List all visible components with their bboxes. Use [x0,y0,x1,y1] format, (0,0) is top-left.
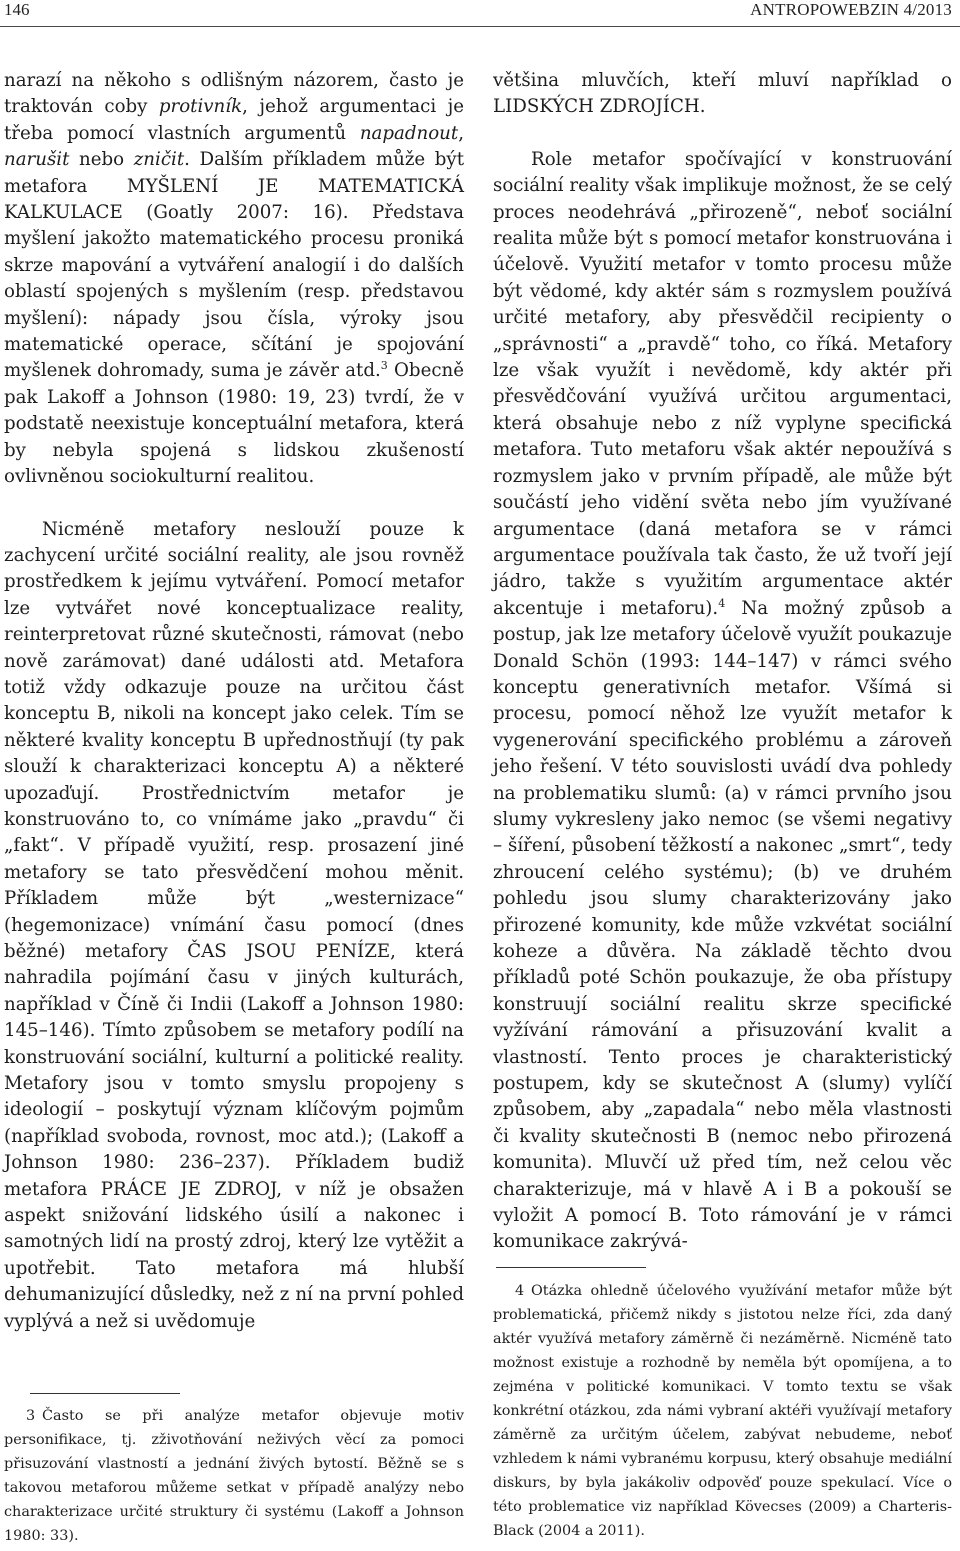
italic-term: protivník [158,96,243,118]
text-run: Nicméně metafory neslouží pouze k zachycení určité sociální reality, ale jsou rovněž prostředkem k jejímu vytváření. Pomocí metafor lze vytvářet nové konceptualizace reality, reinterpretovat různé skutečnosti, rámovat (nebo nově zarámovat) dané události atd. Metafora totiž vždy odkazuje pouze na určitou část konceptu B, nikoli na koncept jako celek. Tím se některé kvality konceptu B upřednostňují (ty pak slouží k charakterizaci konceptu A) a některé upozaďují. Prostřednictvím metafor je konstruováno to, co vnímáme jako „pravdu“ či „fakt“. V případě využití, resp. prosazení jiné metafory se tato přesvědčení mohou měnit. Příkladem může být „westernizace“ (hegemonizace) vnímání času pomocí (dnes běžné) metafory ČAS JSOU PENÍZE, která nahradila pojímání času v jiných kulturách, například v Číně či Indii (Lakoff a Johnson 1980: 145–146). Tímto způsobem se metafory podílí na konstruování sociální, kulturní a politické reality. Metafory jsou v tomto smyslu propojeny s ideologií – poskytují význam klíčovým pojmům (například svoboda, rovnost, moc atd.); (Lakoff a Johnson 1980: 236–237). Příkladem budiž metafora PRÁCE JE ZDROJ, v níž je obsažen aspekt snižování lidského úsilí a nakonec i samotných lidí na prostý zdroj, který lze vytěžit a upotřebit. Tato metafora má hlubší dehumanizující důsledky, než z ní na první pohled vyplývá a než si uvědomuje [4,518,464,1332]
text-run: , [458,122,464,144]
footnote-text: Často se při analýze metafor objevuje motiv personifikace, tj. zživotňování neživých věcí za pomoci přisuzování vlastností a jednání živých bytostí. Běžně se s takovou metaforou můžeme setkat v případě analýzy nebo charakterizace určité struktury či systému (Lakoff a Johnson 1980: 33). [4,1408,464,1544]
footnote-4 [493,1279,952,1543]
journal-title: ANTROPOWEBZIN 4/2013 [750,0,952,19]
text-run: Obecně pak Lakoff a Johnson (1980: 19, 23) tvrdí, že v podstatě neexistuje konceptuální metafora, která by nebyla spojená s lidskou zkušeností ovlivněnou sociokulturní realitou. [4,360,464,488]
italic-term: zničit [133,149,185,171]
footnote-number: 4 [515,1283,525,1299]
footnote-3 [4,1404,464,1548]
text-run: nebo [69,149,134,171]
footnote-separator [30,1393,180,1394]
footnote-text: Otázka ohledně účelového využívání metafor může být problematická, přičemž nikdy s jistotou nelze říci, zda daný aktér využívá metafory záměrně či nezáměrně. Nicméně tato možnost existuje a rozhodně by neměla být opomíjena, a to zejména v politické komunikaci. V tomto textu se však konkrétní otázkou, zda námi vybraní aktéři využívají metafory záměrně za určitým účelem, zabývat nebudeme, neboť vzhledem k námi vybranému korpusu, který obsahuje mediální diskurs, by byla jakákoliv odpověď pouze spekulací. Více o této problematice viz například Kövecses (2009) a Charteris-Black (2004 a 2011). [493,1283,952,1539]
text-run: Role metafor spočívající v konstruování sociální reality však implikuje možnost, že se celý proces neodehrává „přirozeně“, neboť sociální realita může být s pomocí metafor konstruována i účelově. Využití metafor v tomto procesu může být vědomé, kdy aktér sám s rozmyslem používá určité metafory, aby přesvědčil recipienty o „správnosti“ a „pravdě“ toho, co říká. Metafory lze však využít i nevědomě, kdy aktér při přesvědčování využívá určitou argumentaci, která obsahuje nebo z níž vyplyne specifická metafora. Tuto metaforu však aktér nepoužívá s rozmyslem jako v prvním případě, ale může být součástí jeho vidění světa nebo jím využívané argumentace (daná metafora se v rámci argumentace používala tak často, že už tvoří její jádro, takže s využitím argumentace aktér akcentuje i metaforu). [493,148,952,619]
paragraph [4,517,464,1336]
footnote-ref: 3 [380,359,388,373]
text-run: většina mluvčích, kteří mluví například o LIDSKÝCH ZDROJÍCH. [493,70,952,118]
page-header [0,0,960,32]
footnote-ref: 4 [718,596,726,610]
right-column [493,68,952,1256]
footnote-number: 3 [26,1408,36,1424]
header-rule [0,26,960,27]
left-column [4,68,464,1335]
italic-term: napadnout [359,122,459,144]
paragraph [493,147,952,1256]
text-run: Na možný způsob a postup, jak lze metafory účelově využít poukazuje Donald Schön (1993: 144–147) v rámci svého konceptu generativních metafor. Všímá si procesu, pomocí něhož lze využít metafor k vygenerování specifického problému a zároveň jeho řešení. V této souvislosti uvádí dva pohledy na problematiku slumů: (a) v rámci prvního jsou slumy vykresleny jako nemoc (se všemi negativy – šíření, působení těžkostí a nakonec „smrt“, tedy zhroucení celého systému); (b) ve druhém pohledu jsou slumy charakterizovány jako přirozené komunity, kde může vzkvétat sociální koheze a důvěra. Na základě těchto dvou příkladů poté Schön poukazuje, že oba přístupy konstruují sociální realitu skrze specifické vyžívání rámování a přisuzování kvalit a vlastností. Tento proces je charakteristický postupem, kdy se skutečnost A (slumy) vylíčí způsobem, aby „zapadala“ nebo měla vlastnosti či kvality skutečnosti B (nemoc nebo přirozená komunita). Mluvčí už před tím, než celou věc charakterizuje, má v hlavě A i B a pokouší se vyložit A pomocí B. Toto rámování je v rámci komunikace zakrývá- [493,597,952,1253]
italic-term: narušit [4,149,70,171]
paragraph [4,68,464,491]
footnote-separator [496,1267,646,1268]
text-run: . Dalším příkladem může být metafora MYŠLENÍ JE MATEMATICKÁ KALKULACE (Goatly 2007: 16). Představa myšlení jakožto matematického procesu proniká skrze mapování a vytváření analogií i do dalších oblastí spojených s myšlením (resp. představou myšlení): nápady jsou čísla, výroky jsou matematické operace, sčítání je spojování myšlenek dohromady, suma je závěr atd. [4,149,464,382]
text-run: narazí na někoho s odlišným názorem, často je traktován coby [4,70,464,118]
text-run: , jehož argumentaci je třeba pomocí vlastních argumentů [4,96,465,144]
page-number: 146 [4,0,30,19]
paragraph [493,68,952,121]
